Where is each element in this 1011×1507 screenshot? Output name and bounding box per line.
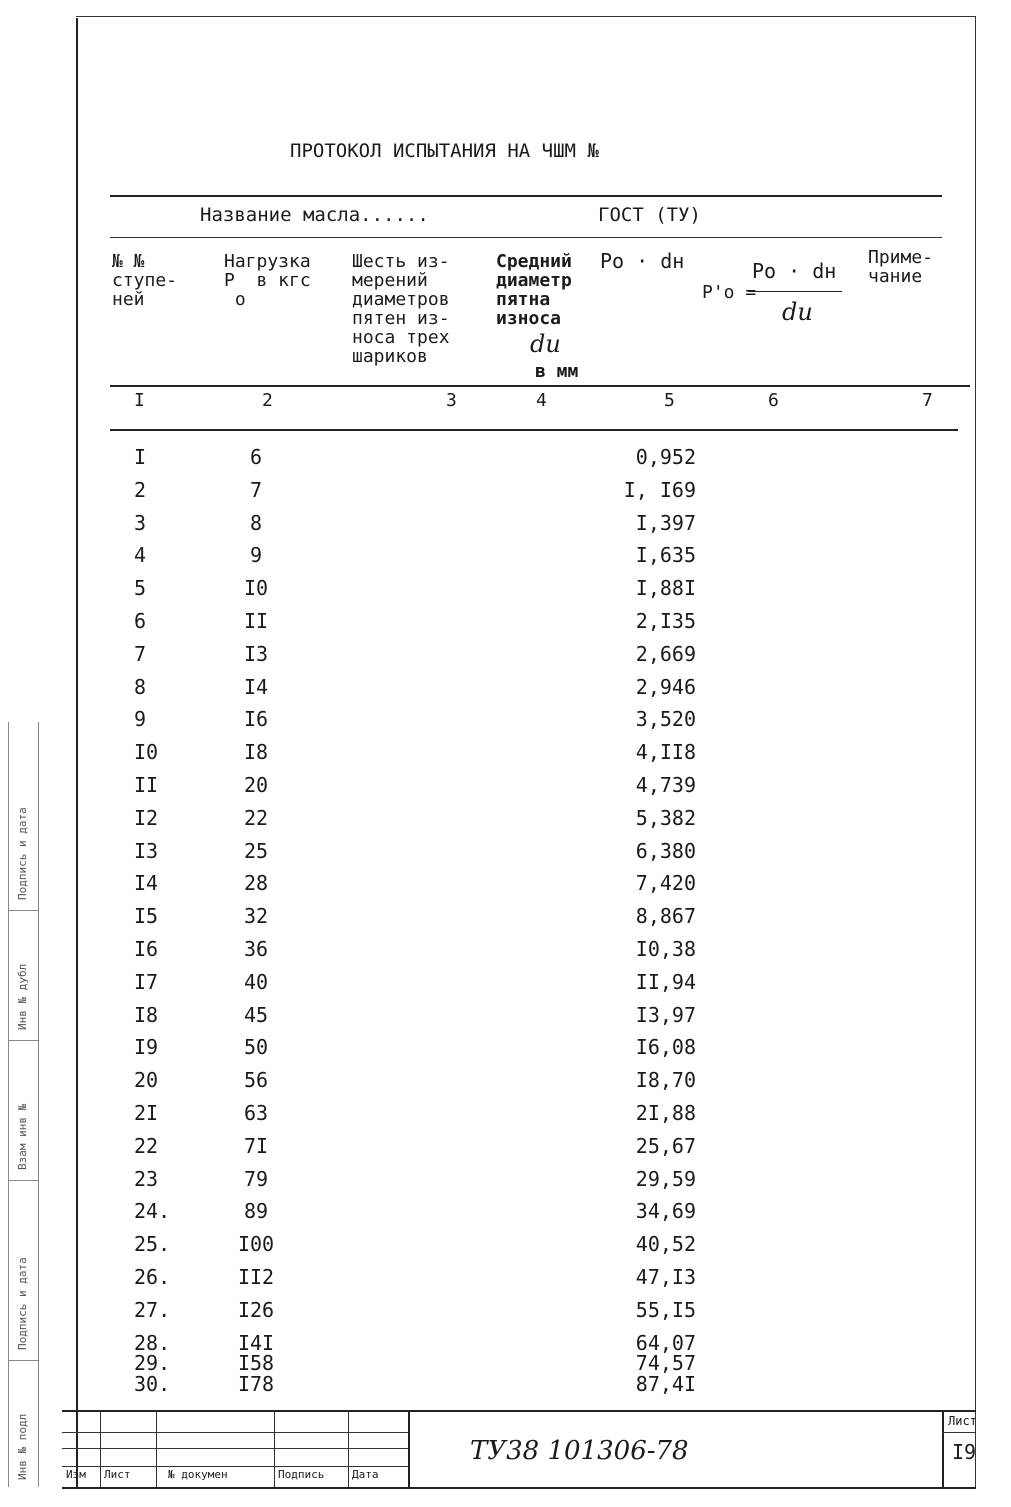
row-load: I6 — [243, 707, 269, 732]
row-po-dn: 34,69 — [635, 1199, 696, 1224]
side-label-inv-podl: Инв № подл — [16, 1413, 29, 1480]
header-p0-prime-lhs: P'o = — [702, 282, 757, 303]
row-step-number: 6 — [134, 609, 147, 633]
row-po-dn: II,94 — [635, 969, 696, 994]
header-six-measurements: Шесть из- мерений диаметров пятен из- носа трех шариков — [352, 251, 450, 367]
row-load: 7 — [249, 477, 263, 502]
row-po-dn: 5,382 — [635, 805, 696, 830]
row-po-dn: I8,70 — [635, 1068, 696, 1093]
page-title: ПРОТОКОЛ ИСПЫТАНИЯ НА ЧШМ № — [290, 140, 599, 162]
row-po-dn: 8,867 — [635, 904, 696, 929]
row-step-number: 7 — [134, 641, 147, 666]
row-load: 7I — [243, 1133, 269, 1158]
row-po-dn: 47,I3 — [635, 1265, 696, 1289]
header-p0-prime-numerator: Po · dн — [752, 259, 837, 283]
side-stamp-divider — [8, 1040, 38, 1041]
row-step-number: 25. — [134, 1232, 171, 1257]
row-step-number: 3 — [134, 510, 147, 535]
row-po-dn: 29,59 — [635, 1166, 696, 1191]
column-numbers-rule — [110, 429, 958, 431]
row-load: 6 — [249, 445, 263, 469]
column-number: 5 — [664, 390, 675, 411]
column-number: I — [134, 390, 145, 411]
row-load: 45 — [243, 1002, 269, 1027]
stamp-col-rule — [156, 1410, 157, 1487]
column-number: 4 — [536, 390, 547, 411]
row-load: 63 — [243, 1101, 269, 1125]
row-po-dn: 2,946 — [635, 674, 696, 699]
row-po-dn: I,635 — [635, 543, 696, 568]
row-step-number: 30. — [134, 1371, 171, 1396]
row-po-dn: 2I,88 — [635, 1101, 696, 1125]
row-step-number: 22 — [134, 1133, 159, 1158]
row-load: I00 — [237, 1232, 275, 1257]
stamp-label-signature: Подпись — [278, 1468, 325, 1481]
row-step-number: 29. — [134, 1351, 171, 1376]
row-po-dn: I,397 — [635, 510, 696, 535]
row-step-number: I8 — [134, 1002, 159, 1027]
row-load: I78 — [237, 1371, 275, 1396]
stamp-document-code: ТУ38 101306-78 — [470, 1436, 689, 1466]
stamp-sheet-rule — [942, 1432, 976, 1433]
side-stamp-border — [38, 722, 39, 1487]
side-label-inv-dubl: Инв № дубл — [16, 963, 29, 1030]
row-load: I26 — [237, 1297, 275, 1322]
row-po-dn: 74,57 — [635, 1351, 696, 1376]
row-step-number: 9 — [134, 707, 147, 732]
stamp-label-date: Дата — [352, 1468, 379, 1481]
frame-right-border — [975, 16, 976, 1488]
row-step-number: I — [134, 445, 147, 469]
row-load: 50 — [243, 1035, 269, 1060]
row-load: 89 — [243, 1199, 269, 1224]
header-po-dn: Po · dн — [600, 249, 685, 273]
stamp-label-list: Лист — [104, 1468, 131, 1481]
row-po-dn: 25,67 — [635, 1133, 696, 1158]
row-step-number: 5 — [134, 576, 147, 601]
row-step-number: I3 — [134, 838, 159, 863]
row-load: 79 — [243, 1166, 269, 1191]
header-rule — [110, 237, 942, 238]
column-number: 3 — [446, 390, 457, 411]
row-load: I8 — [243, 740, 269, 765]
row-po-dn: 2,I35 — [635, 609, 696, 633]
row-load: 9 — [249, 543, 263, 568]
fraction-bar — [748, 291, 842, 292]
oil-name-label: Название масла...... — [200, 204, 429, 226]
row-step-number: I2 — [134, 805, 159, 830]
row-po-dn: 6,380 — [635, 838, 696, 863]
frame-bottom-border — [62, 1487, 976, 1489]
row-load: 56 — [243, 1068, 269, 1093]
row-load: 28 — [243, 871, 269, 896]
row-load: 25 — [243, 838, 269, 863]
row-load: II — [243, 609, 269, 633]
row-step-number: 24. — [134, 1199, 171, 1224]
row-load: I58 — [237, 1351, 275, 1376]
row-load: 36 — [243, 937, 269, 961]
row-step-number: I4 — [134, 871, 159, 896]
header-mean-diameter-unit: в мм — [535, 361, 579, 382]
row-load: I0 — [243, 576, 269, 601]
row-step-number: 20 — [134, 1068, 159, 1093]
row-po-dn: I0,38 — [635, 937, 696, 961]
frame-top-border — [76, 16, 976, 17]
stamp-col-rule — [274, 1410, 275, 1487]
row-step-number: I7 — [134, 969, 159, 994]
table-top-rule — [110, 195, 942, 197]
row-load: I4 — [243, 674, 269, 699]
column-number: 2 — [262, 390, 273, 411]
row-po-dn: I, I69 — [623, 477, 696, 502]
row-step-number: 26. — [134, 1265, 171, 1289]
side-stamp-divider — [8, 1360, 38, 1361]
frame-left-border — [76, 18, 78, 1488]
side-label-vzam-inv: Взам инв № — [16, 1103, 29, 1170]
header-du-symbol: dи — [530, 330, 561, 358]
row-step-number: 27. — [134, 1297, 171, 1322]
row-step-number: I6 — [134, 937, 159, 961]
row-load: 32 — [243, 904, 269, 929]
row-step-number: 23 — [134, 1166, 159, 1191]
side-label-signature-date-2: Подпись и дата — [16, 1257, 29, 1350]
row-po-dn: 64,07 — [635, 1330, 696, 1355]
row-po-dn: I6,08 — [635, 1035, 696, 1060]
stamp-row-rule — [62, 1432, 408, 1433]
row-step-number: 2 — [134, 477, 147, 502]
row-step-number: 28. — [134, 1330, 171, 1355]
row-po-dn: I,88I — [635, 576, 696, 601]
row-step-number: 2I — [134, 1101, 159, 1125]
row-po-dn: I3,97 — [635, 1002, 696, 1027]
header-mean-diameter: Средний диаметр пятна износа — [496, 251, 572, 329]
stamp-col-rule — [942, 1410, 944, 1487]
row-load: 22 — [243, 805, 269, 830]
header-step-number: № № ступе- ней — [112, 251, 178, 310]
row-step-number: I0 — [134, 740, 159, 765]
row-load: 8 — [249, 510, 263, 535]
header-bottom-rule — [110, 385, 970, 387]
row-po-dn: 40,52 — [635, 1232, 696, 1257]
column-number: 7 — [922, 390, 933, 411]
row-po-dn: 4,739 — [635, 773, 696, 797]
row-po-dn: 2,669 — [635, 641, 696, 666]
row-load: 40 — [243, 969, 269, 994]
side-stamp-divider — [8, 1180, 38, 1181]
stamp-label-doc-number: № докумен — [168, 1468, 228, 1481]
row-po-dn: 87,4I — [635, 1371, 696, 1396]
row-step-number: 8 — [134, 674, 147, 699]
row-po-dn: 4,II8 — [635, 740, 696, 765]
stamp-label-izm: Изм — [66, 1468, 86, 1481]
stamp-top-rule — [62, 1410, 976, 1412]
stamp-col-rule — [348, 1410, 349, 1487]
gost-label: ГОСТ (ТУ) — [598, 204, 701, 226]
row-step-number: I5 — [134, 904, 159, 929]
row-po-dn: 55,I5 — [635, 1297, 696, 1322]
header-note: Приме- чание — [868, 247, 934, 287]
row-po-dn: 0,952 — [635, 445, 696, 469]
side-stamp-border — [8, 722, 9, 1487]
stamp-sheet-label: Лист — [948, 1414, 977, 1428]
row-step-number: II — [134, 773, 159, 797]
row-load: II2 — [237, 1265, 275, 1289]
stamp-col-rule — [408, 1410, 410, 1487]
header-load: Нагрузка P в кгс o — [224, 251, 311, 310]
row-load: 20 — [243, 773, 269, 797]
stamp-row-rule — [62, 1466, 408, 1467]
row-step-number: 4 — [134, 543, 147, 568]
row-step-number: I9 — [134, 1035, 159, 1060]
column-number: 6 — [768, 390, 779, 411]
header-p0-prime-denominator: dи — [782, 298, 813, 326]
stamp-row-rule — [62, 1448, 408, 1449]
stamp-col-rule — [100, 1410, 101, 1487]
row-load: I3 — [243, 641, 269, 666]
side-label-signature-date: Подпись и дата — [16, 807, 29, 900]
side-stamp-divider — [8, 910, 38, 911]
row-po-dn: 3,520 — [635, 707, 696, 732]
stamp-sheet-number: I9 — [952, 1440, 977, 1464]
row-po-dn: 7,420 — [635, 871, 696, 896]
row-load: I4I — [237, 1330, 275, 1355]
